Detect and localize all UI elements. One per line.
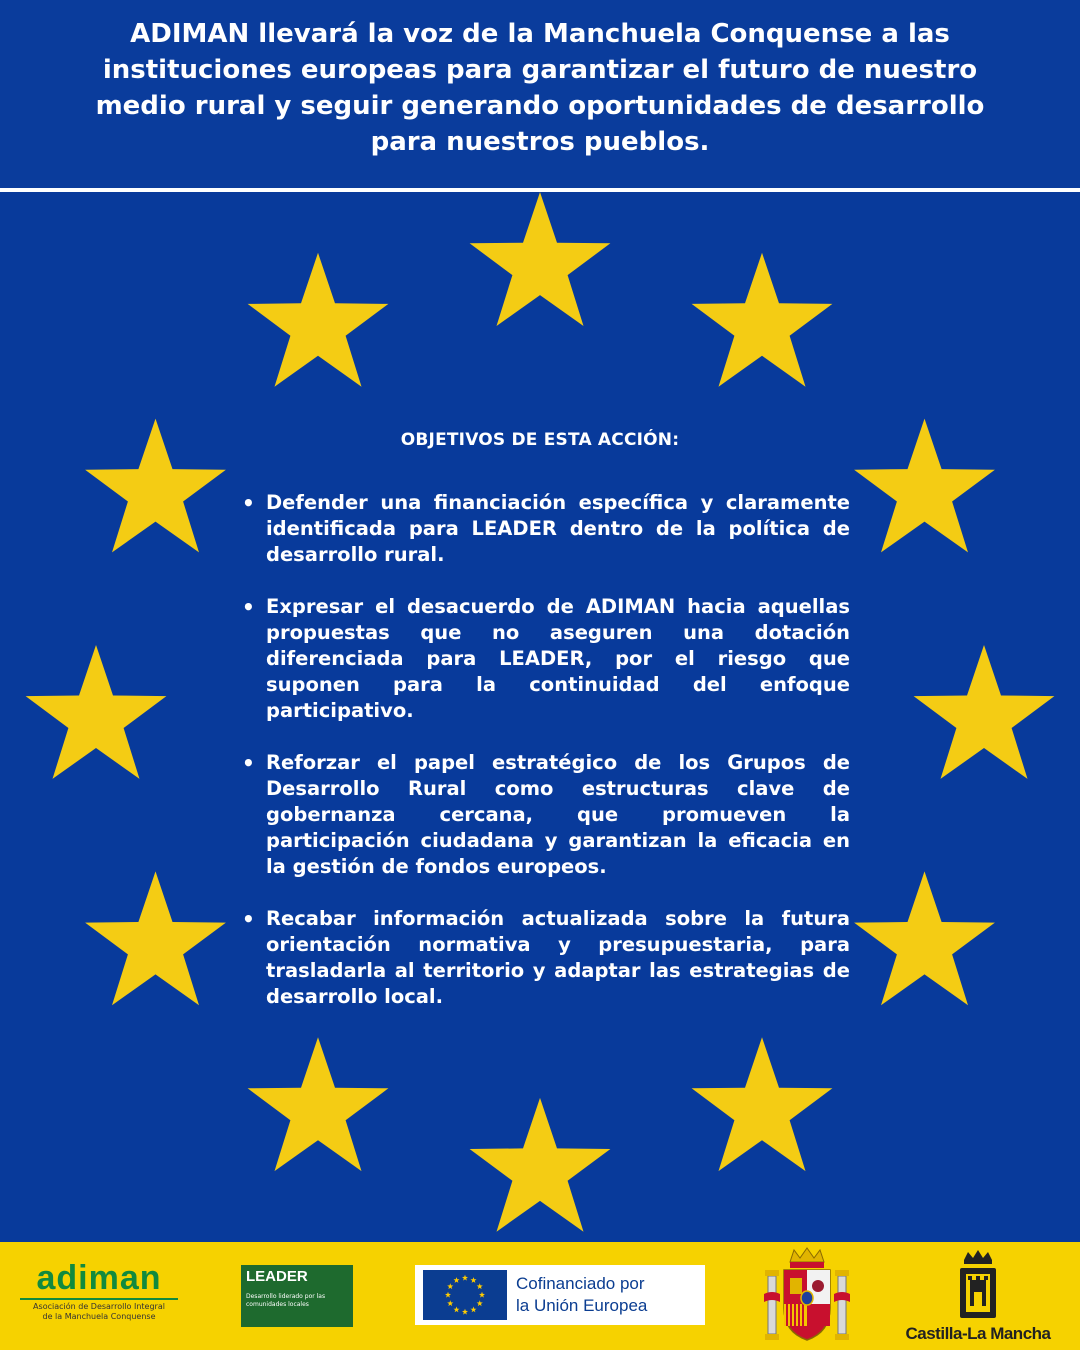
- eu-cofinancing-text: [516, 1273, 647, 1317]
- sponsor-footer: [0, 1242, 1080, 1350]
- castle-crown-icon: [956, 1250, 1000, 1322]
- eu-star-icon: [85, 419, 226, 553]
- castilla-la-mancha-logo: [900, 1248, 1056, 1346]
- eu-star-icon: [692, 1037, 833, 1171]
- eu-flag-icon: [423, 1270, 507, 1320]
- objectives-title: OBJETIVOS DE ESTA ACCIÓN:: [400, 430, 680, 450]
- eu-star-icon: [470, 1098, 611, 1232]
- eu-star-icon: [85, 871, 226, 1005]
- adiman-wordmark: adiman: [36, 1259, 162, 1297]
- header-banner: [0, 0, 1080, 188]
- eu-star-icon: [26, 645, 167, 779]
- headline: ADIMAN llevará la voz de la Manchuela Conquense a las instituciones europeas para garantizar el futuro de nuestro medio rural y seguir generando oportunidades de desarrollo para nuestros pueblos.: [95, 19, 985, 157]
- eu-star-icon: [470, 192, 611, 326]
- leader-wordmark: LEADER: [246, 1268, 308, 1285]
- eu-star-icon: [692, 253, 833, 387]
- eu-text-line: Cofinanciado por: [516, 1274, 645, 1293]
- eu-star-icon: [914, 645, 1055, 779]
- leader-logo: [241, 1265, 353, 1327]
- eu-star-icon: [854, 419, 995, 553]
- eu-cofinancing-logo: [415, 1265, 705, 1325]
- objective-item: • Expresar el desacuerdo de ADIMAN hacia aquellas propuestas que no aseguren una dotación diferenciada para LEADER, por el riesgo que suponen para la continuidad del enfoque participativo.: [230, 594, 850, 724]
- eu-star-icon: [854, 871, 995, 1005]
- adiman-subtitle: de la Manchuela Conquense: [42, 1312, 156, 1321]
- adiman-logo: [14, 1260, 184, 1332]
- eu-text-line: la Unión Europea: [516, 1296, 648, 1315]
- objective-item: • Recabar información actualizada sobre la futura orientación normativa y presupuestaria, para trasladarla al territorio y adaptar las estrategias de desarrollo local.: [230, 906, 850, 1010]
- objective-item: • Reforzar el papel estratégico de los Grupos de Desarrollo Rural como estructuras clave de gobernanza cercana, que promueven la participación ciudadana y garantizan la eficacia en la gestión de fondos europeos.: [230, 750, 850, 880]
- objectives-list: [230, 490, 850, 1010]
- objectives-section: [230, 430, 850, 1036]
- adiman-subtitle: Asociación de Desarrollo Integral: [33, 1302, 165, 1311]
- objective-item: • Defender una financiación específica y claramente identificada para LEADER dentro de la política de desarrollo rural.: [230, 490, 850, 568]
- eu-star-icon: [248, 1037, 389, 1171]
- eu-star-icon: [248, 253, 389, 387]
- spain-coat-of-arms-icon: [760, 1246, 854, 1346]
- adiman-rule: [20, 1298, 178, 1300]
- castilla-la-mancha-wordmark: Castilla-La Mancha: [905, 1324, 1051, 1343]
- leader-subtitle: Desarrollo liderado por las comunidades locales: [246, 1293, 326, 1308]
